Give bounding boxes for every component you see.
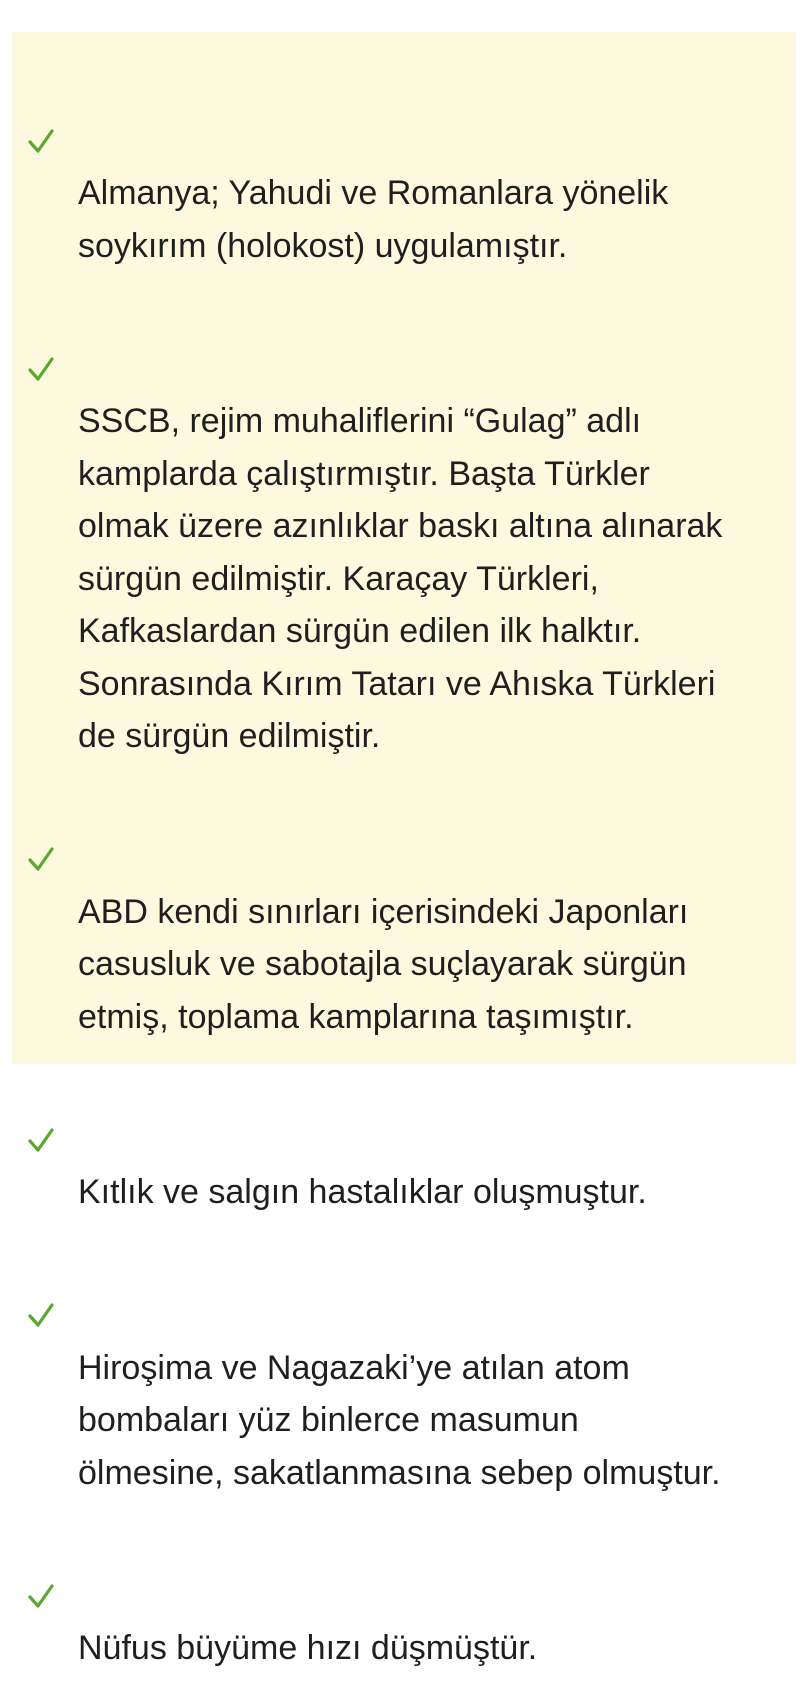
list-item — [12, 781, 796, 1044]
item-text: Almanya; Yahudi ve Romanlara yönelik soykırım (holokost) uygulamıştır. — [78, 174, 669, 265]
item-text: Nüfus büyüme hızı düşmüştür. — [78, 1629, 538, 1667]
item-text: ABD kendi sınırları içerisindeki Japonları casusluk ve sabotajla suçlayarak sürgün etmiş, toplama kamplarına taşımıştır. — [78, 892, 689, 1036]
item-text: Hiroşima ve Nagazaki’ye atılan atom bombaları yüz binlerce masumun ölmesine, sakatlanmasına sebep olmuştur. — [78, 1348, 721, 1492]
checkmark-icon — [24, 781, 60, 833]
checkmark-icon — [24, 1237, 60, 1289]
checkmark-icon — [24, 1061, 60, 1113]
list-item — [12, 1517, 796, 1675]
info-panel — [12, 32, 796, 1667]
checklist — [12, 62, 796, 1693]
item-text: Kıtlık ve salgın hastalıklar oluşmuştur. — [78, 1173, 647, 1211]
list-item — [12, 1061, 796, 1219]
item-text: SSCB, rejim muhaliflerini “Gulag” adlı kamplarda çalıştırmıştır. Başta Türkler olmak üzere azınlıklar baskı altına alınarak sürgün edilmiştir. Karaçay Türkleri, Kafkaslardan sürgün edilen ilk halktır. Sonrasında Kırım Tatarı ve Ahıska Türkleri de sürgün edilmiştir. — [78, 402, 723, 755]
list-item — [12, 1237, 796, 1500]
checkmark-icon — [24, 62, 60, 114]
checkmark-icon — [24, 1517, 60, 1569]
list-item — [12, 62, 796, 272]
list-item — [12, 290, 796, 763]
checkmark-icon — [24, 290, 60, 342]
